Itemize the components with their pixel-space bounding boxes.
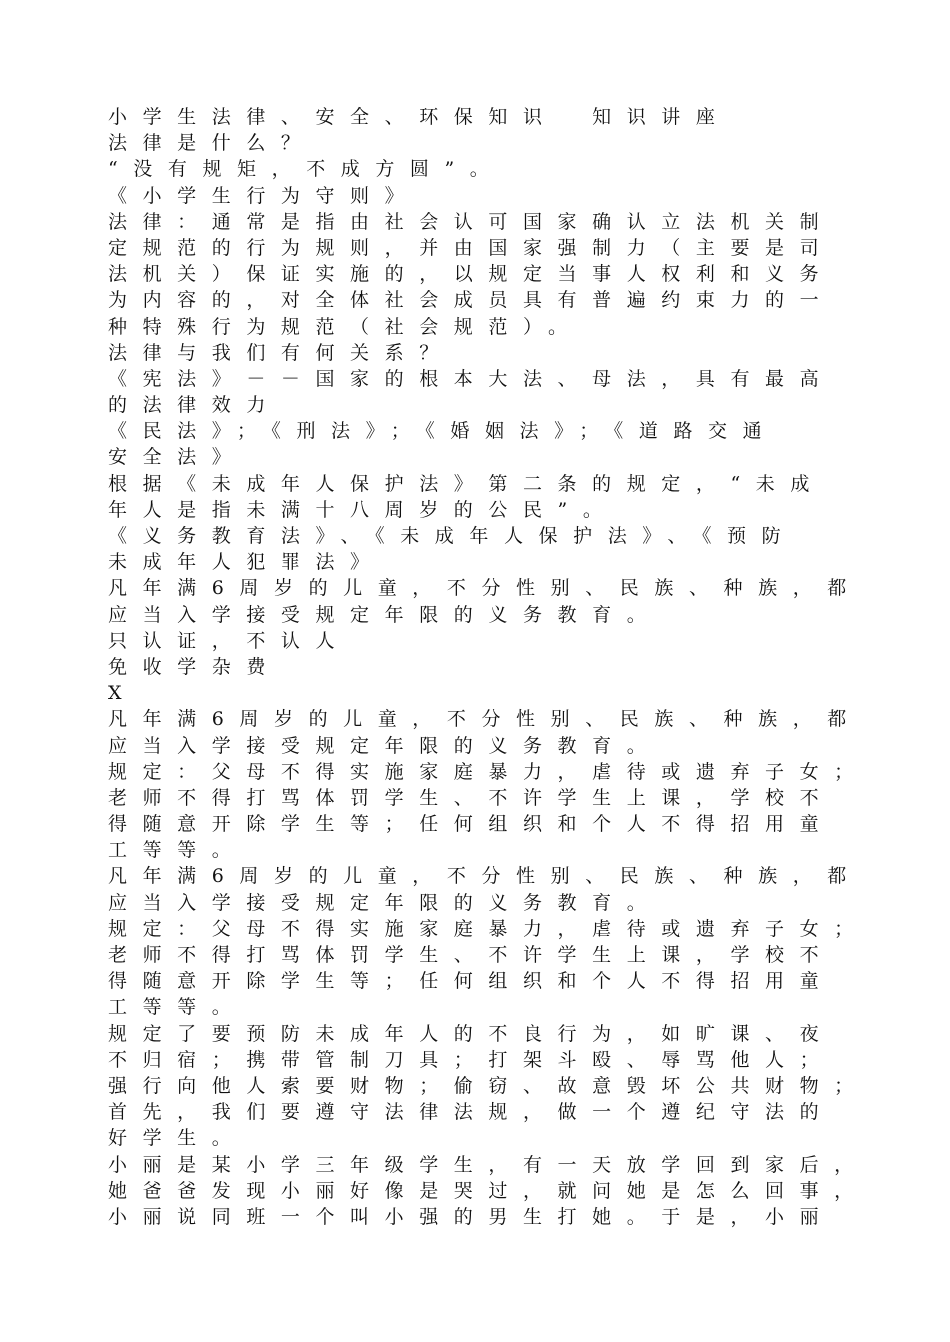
text-line: 为内容的，对全体社会成员具有普遍约束力的一 — [108, 289, 835, 312]
text-line: “没有规矩，不成方圆”。 — [108, 158, 505, 181]
text-line: 《民法》；《刑法》；《婚姻法》；《道路交通 — [108, 420, 778, 443]
text-line: 得随意开除学生等；任何组织和个人不得招用童 — [108, 970, 835, 993]
text-line: 老师不得打骂体罚学生、不许学生上课，学校不 — [108, 944, 835, 966]
text-line: 免收学杂费 — [108, 655, 281, 678]
document-text — [108, 104, 868, 1230]
text-line: 工等等。 — [108, 996, 247, 1019]
text-line: 《小学生行为守则》 — [108, 184, 420, 207]
text-line: 应当入学接受规定年限的义务教育。 — [108, 891, 662, 914]
text-line: 好学生。 — [108, 1127, 247, 1150]
text-line: 规定了要预防未成年人的不良行为，如旷课、夜 — [108, 1022, 835, 1045]
text-line: 法律是什么？ — [108, 132, 316, 155]
text-line: 只认证，不认人 — [108, 629, 351, 652]
text-line: 未成年人犯罪法》 — [108, 551, 385, 574]
text-line: 规定：父母不得实施家庭暴力，虐待或遗弃子女； — [108, 760, 869, 783]
text-line: 强行向他人索要财物；偷窃、故意毁坏公共财物； — [108, 1074, 869, 1097]
text-line: 定规范的行为规则，并由国家强制力（主要是司 — [108, 236, 835, 259]
text-line: 得随意开除学生等；任何组织和个人不得招用童 — [108, 813, 835, 836]
text-line: 凡年满6周岁的儿童，不分性别、民族、种族，都 — [108, 577, 862, 600]
text-line: 种特殊行为规范（社会规范）。 — [108, 315, 583, 338]
text-line: 应当入学接受规定年限的义务教育。 — [108, 603, 662, 626]
text-line: 老师不得打骂体罚学生、不许学生上课，学校不 — [108, 786, 835, 809]
text-line: X — [108, 682, 138, 705]
text-line: 法机关）保证实施的，以规定当事人权利和义务 — [108, 263, 835, 286]
document-title: 小学生法律、安全、环保知识 知识讲座 — [108, 106, 731, 128]
text-line: 小丽说同班一个叫小强的男生打她。于是，小丽 — [108, 1205, 835, 1228]
text-line: 工等等。 — [108, 839, 247, 862]
text-line: 规定：父母不得实施家庭暴力，虐待或遗弃子女； — [108, 917, 869, 940]
text-line: 的法律效力 — [108, 394, 281, 417]
text-line: 小丽是某小学三年级学生，有一天放学回到家后， — [108, 1153, 869, 1176]
text-line: 安全法》 — [108, 446, 247, 469]
text-line: 不归宿；携带管制刀具；打架斗殴、辱骂他人； — [108, 1048, 835, 1071]
text-line: 她爸爸发现小丽好像是哭过，就问她是怎么回事， — [108, 1179, 869, 1202]
text-line: 应当入学接受规定年限的义务教育。 — [108, 734, 662, 757]
text-line: 根据《未成年人保护法》第二条的规定，“未成 — [108, 472, 825, 495]
text-line: 年人是指未满十八周岁的公民”。 — [108, 498, 618, 521]
text-line: 法律：通常是指由社会认可国家确认立法机关制 — [108, 210, 835, 233]
text-line: 凡年满6周岁的儿童，不分性别、民族、种族，都 — [108, 708, 862, 731]
text-line: 《义务教育法》、《未成年人保护法》、《预防 — [108, 525, 797, 547]
text-line: 首先，我们要遵守法律法规，做一个遵纪守法的 — [108, 1101, 835, 1124]
text-line: 凡年满6周岁的儿童，不分性别、民族、种族，都 — [108, 865, 862, 888]
text-line: 《宪法》－－国家的根本大法、母法，具有最高 — [108, 367, 835, 390]
text-line: 法律与我们有何关系？ — [108, 341, 454, 364]
